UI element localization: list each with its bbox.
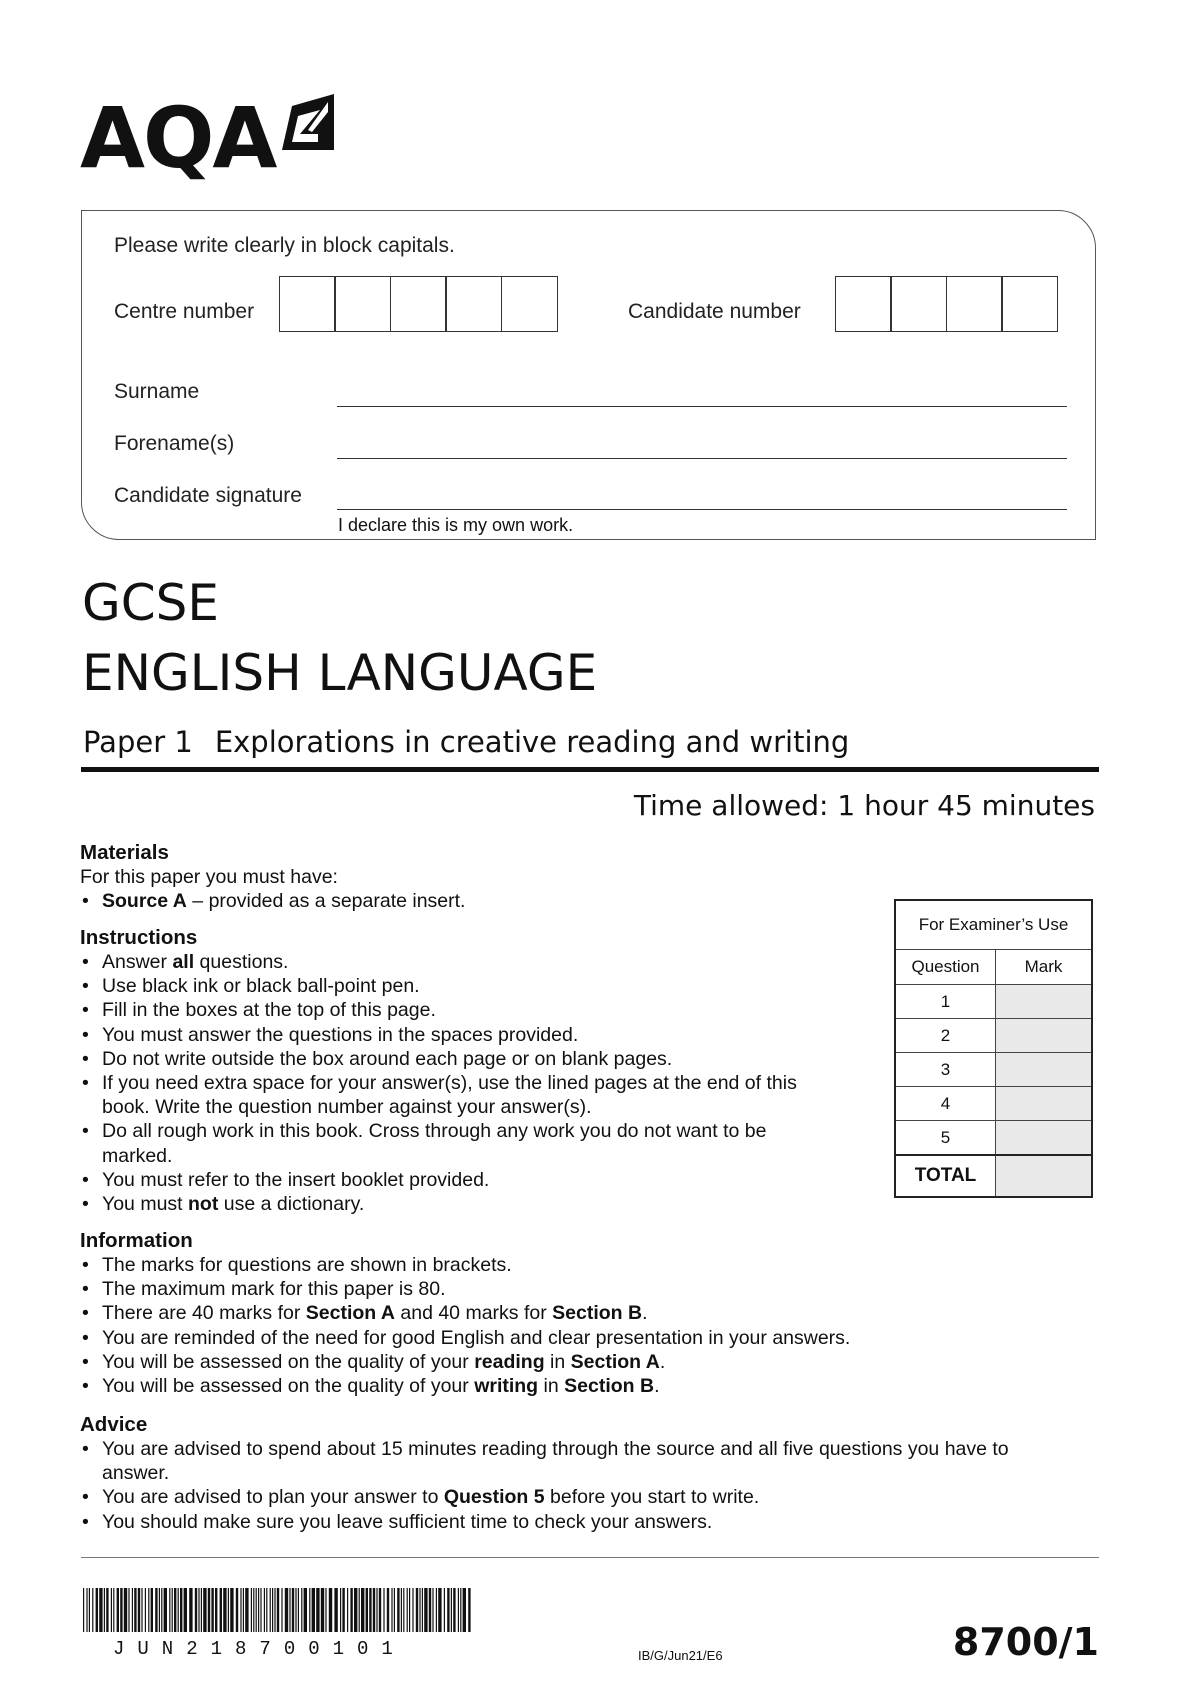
centre-digit-box[interactable] bbox=[279, 276, 336, 332]
materials-intro: For this paper you must have: bbox=[80, 866, 338, 888]
list-item: • The marks for questions are shown in brackets. bbox=[80, 1253, 1040, 1277]
candidate-digit-box[interactable] bbox=[890, 276, 947, 332]
logo-text: AQA bbox=[80, 89, 276, 187]
list-item: • You must not use a dictionary. bbox=[80, 1192, 840, 1216]
qualification-level: GCSE bbox=[82, 574, 219, 632]
centre-number-label: Centre number bbox=[114, 300, 255, 323]
list-item: • You are advised to plan your answer to Question 5 before you start to write. bbox=[80, 1485, 1080, 1509]
candidate-digit-box[interactable] bbox=[835, 276, 892, 332]
candidate-digit-box[interactable] bbox=[1001, 276, 1058, 332]
centre-number-boxes[interactable] bbox=[280, 276, 558, 332]
list-item: • There are 40 marks for Section A and 40 marks for Section B. bbox=[80, 1301, 1040, 1325]
list-item: • You will be assessed on the quality of your writing in Section B. bbox=[80, 1374, 1040, 1398]
list-item: • You are advised to spend about 15 minutes reading through the source and all five questions you have to answer. bbox=[80, 1437, 1080, 1485]
question-number: 3 bbox=[895, 1053, 996, 1087]
mark-cell bbox=[996, 1087, 1093, 1121]
mark-cell bbox=[996, 985, 1093, 1019]
list-item: • If you need extra space for your answer(s), use the lined pages at the end of this book. Write the question number against your answer(s). bbox=[80, 1071, 840, 1119]
paper-code: 8700/1 bbox=[952, 1620, 1099, 1664]
paper-name: Explorations in creative reading and writing bbox=[214, 725, 850, 759]
surname-label: Surname bbox=[114, 380, 200, 403]
information-heading: Information bbox=[80, 1229, 193, 1252]
examiner-use-table bbox=[894, 899, 1093, 1198]
paper-reference: IB/G/Jun21/E6 bbox=[638, 1648, 723, 1663]
list-item: • You should make sure you leave sufficient time to check your answers. bbox=[80, 1510, 1080, 1534]
instructions-heading: Instructions bbox=[80, 926, 198, 949]
mark-cell bbox=[996, 1121, 1093, 1156]
paper-number: Paper 1 bbox=[83, 725, 193, 759]
list-item: • Source A – provided as a separate insert. bbox=[80, 889, 900, 913]
signature-line[interactable] bbox=[337, 509, 1067, 510]
list-item: • You are reminded of the need for good English and clear presentation in your answers. bbox=[80, 1326, 1040, 1350]
centre-digit-box[interactable] bbox=[334, 276, 391, 332]
centre-digit-box[interactable] bbox=[445, 276, 502, 332]
list-item: • You must answer the questions in the spaces provided. bbox=[80, 1023, 840, 1047]
list-item: • Answer all questions. bbox=[80, 950, 840, 974]
block-capitals-instruction: Please write clearly in block capitals. bbox=[114, 234, 455, 257]
forenames-line[interactable] bbox=[337, 458, 1067, 459]
paper-title bbox=[83, 725, 849, 759]
candidate-number-label: Candidate number bbox=[628, 300, 801, 323]
mark-column-header: Mark bbox=[996, 950, 1093, 985]
information-section bbox=[80, 1228, 1040, 1398]
subject-title: ENGLISH LANGUAGE bbox=[82, 644, 598, 702]
time-allowed: Time allowed: 1 hour 45 minutes bbox=[633, 789, 1095, 822]
instructions-section bbox=[80, 925, 840, 1216]
mark-cell bbox=[996, 1053, 1093, 1087]
examiner-table-title: For Examiner’s Use bbox=[895, 900, 1092, 950]
total-label: TOTAL bbox=[895, 1155, 996, 1197]
question-column-header: Question bbox=[895, 950, 996, 985]
declaration-text: I declare this is my own work. bbox=[338, 515, 574, 535]
barcode bbox=[83, 1588, 473, 1632]
barcode-text: JUN218700101 bbox=[113, 1638, 406, 1660]
list-item: • Use black ink or black ball-point pen. bbox=[80, 974, 840, 998]
materials-heading: Materials bbox=[80, 841, 169, 864]
surname-line[interactable] bbox=[337, 406, 1067, 407]
list-item: • Do not write outside the box around each page or on blank pages. bbox=[80, 1047, 840, 1071]
candidate-digit-box[interactable] bbox=[946, 276, 1003, 332]
centre-digit-box[interactable] bbox=[390, 276, 447, 332]
advice-section bbox=[80, 1412, 1080, 1534]
materials-section bbox=[80, 840, 900, 913]
question-number: 2 bbox=[895, 1019, 996, 1053]
aqa-logo bbox=[80, 88, 340, 188]
question-number: 5 bbox=[895, 1121, 996, 1156]
centre-digit-box[interactable] bbox=[501, 276, 558, 332]
title-divider bbox=[81, 767, 1099, 772]
list-item: • You will be assessed on the quality of your reading in Section A. bbox=[80, 1350, 1040, 1374]
candidate-number-boxes[interactable] bbox=[836, 276, 1058, 332]
forenames-label: Forename(s) bbox=[114, 432, 235, 455]
footer-divider bbox=[81, 1557, 1099, 1558]
mark-cell bbox=[996, 1019, 1093, 1053]
list-item: • The maximum mark for this paper is 80. bbox=[80, 1277, 1040, 1301]
aqa-tick-icon bbox=[278, 92, 338, 158]
question-number: 1 bbox=[895, 985, 996, 1019]
list-item: • You must refer to the insert booklet provided. bbox=[80, 1168, 840, 1192]
advice-heading: Advice bbox=[80, 1413, 148, 1436]
question-number: 4 bbox=[895, 1087, 996, 1121]
total-mark-cell bbox=[996, 1155, 1093, 1197]
list-item: • Fill in the boxes at the top of this page. bbox=[80, 998, 840, 1022]
list-item: • Do all rough work in this book. Cross through any work you do not want to be marked. bbox=[80, 1119, 840, 1167]
signature-label: Candidate signature bbox=[114, 484, 302, 507]
